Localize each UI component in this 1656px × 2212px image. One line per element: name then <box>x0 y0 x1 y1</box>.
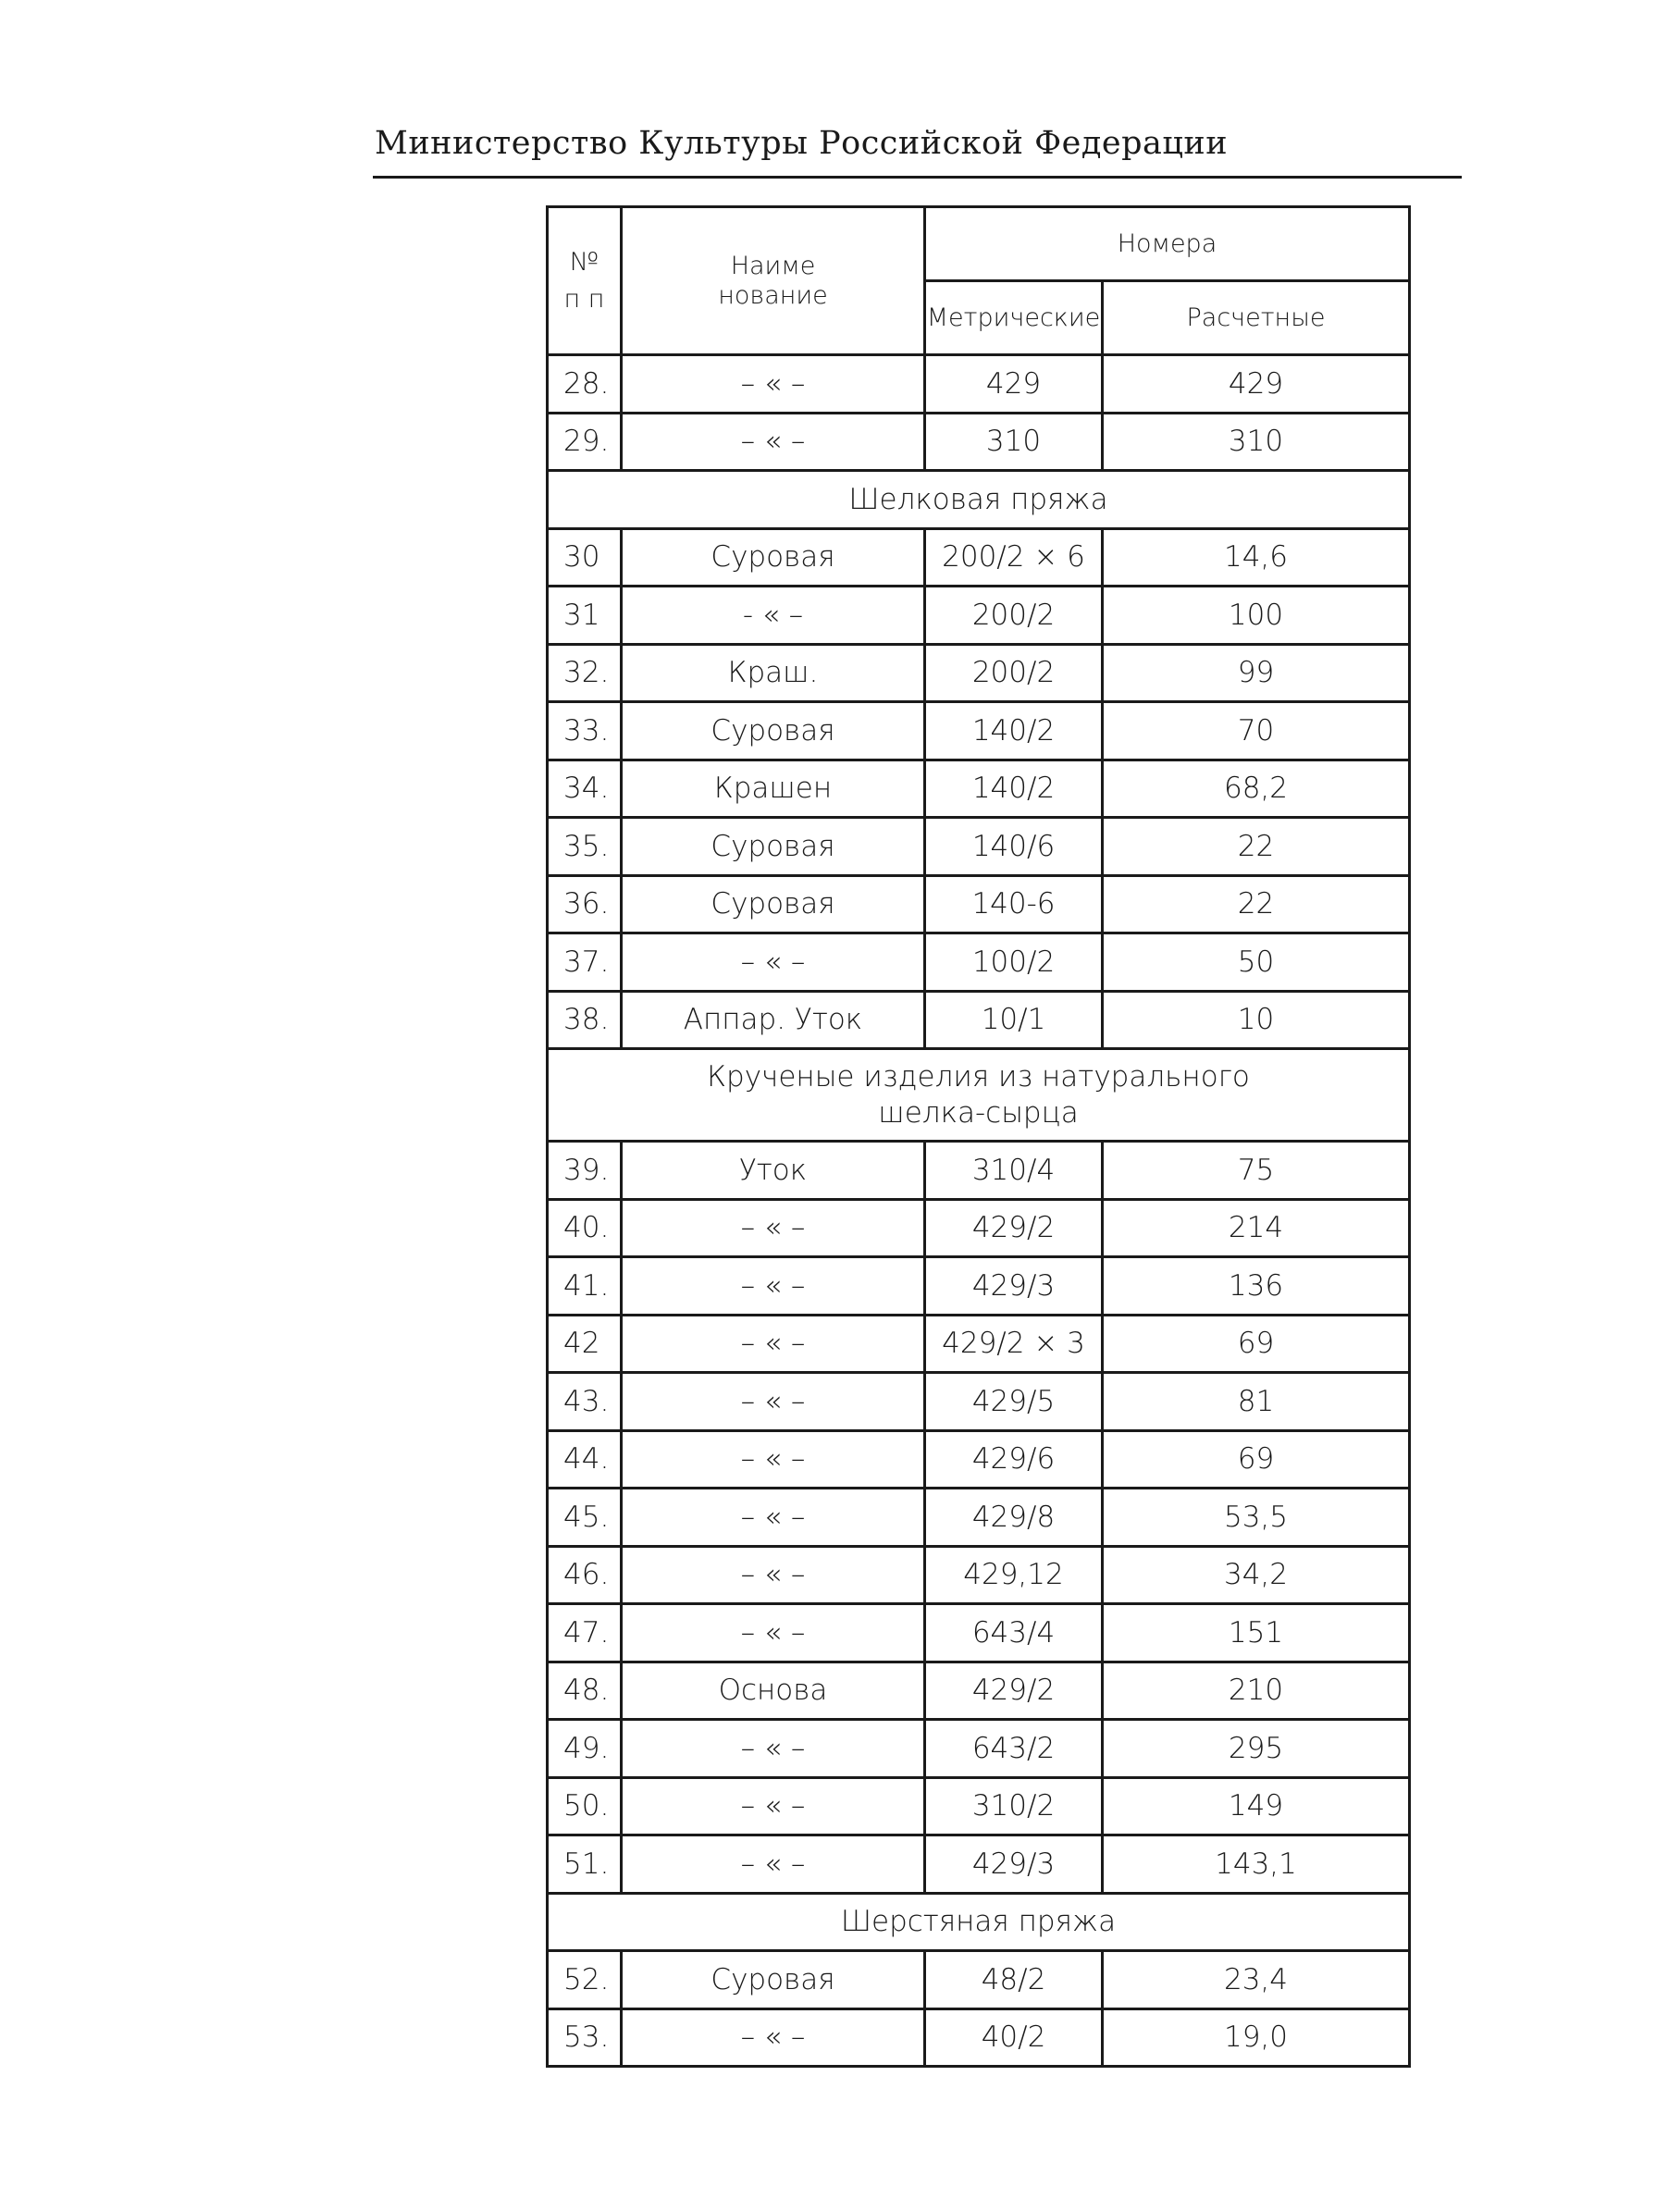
row-calc: 68,2 <box>1103 760 1410 818</box>
table-row <box>548 1199 1410 1257</box>
row-name: – « – <box>622 1257 925 1316</box>
row-number: 32. <box>548 644 622 702</box>
row-metric: 200/2 × 6 <box>925 528 1103 587</box>
row-metric: 140/2 <box>925 702 1103 760</box>
table-row <box>548 1546 1410 1604</box>
row-metric: 48/2 <box>925 1951 1103 2009</box>
row-calc: 69 <box>1103 1430 1410 1489</box>
header-divider <box>373 176 1462 179</box>
row-calc: 53,5 <box>1103 1489 1410 1547</box>
header-number-cell <box>548 207 622 355</box>
section-twisted-silk-line2: шелка-сырца <box>878 1095 1079 1130</box>
table-row <box>548 991 1410 1049</box>
row-calc: 100 <box>1103 587 1410 645</box>
row-number: 53. <box>548 2008 622 2067</box>
row-calc: 69 <box>1103 1315 1410 1373</box>
row-metric: 429/5 <box>925 1373 1103 1431</box>
section-twisted-silk-line1: Крученые изделия из натурального <box>707 1059 1250 1094</box>
header-name-line1: Наиме <box>730 252 816 281</box>
row-name: Суровая <box>622 818 925 876</box>
row-number: 45. <box>548 1489 622 1547</box>
table-row <box>548 1720 1410 1778</box>
row-metric: 429/3 <box>925 1257 1103 1316</box>
header-number-line2: п п <box>563 284 605 314</box>
row-name: – « – <box>622 1430 925 1489</box>
row-number: 28. <box>548 355 622 414</box>
row-number: 43. <box>548 1373 622 1431</box>
row-metric: 140-6 <box>925 875 1103 933</box>
table-row <box>548 1777 1410 1835</box>
table-row <box>548 1142 1410 1200</box>
row-calc: 14,6 <box>1103 528 1410 587</box>
row-name: – « – <box>622 355 925 414</box>
table-row <box>548 933 1410 992</box>
row-calc: 149 <box>1103 1777 1410 1835</box>
row-metric: 643/4 <box>925 1604 1103 1662</box>
row-metric: 200/2 <box>925 644 1103 702</box>
rows-group-c <box>548 1142 1410 1894</box>
table-row <box>548 1315 1410 1373</box>
row-metric: 40/2 <box>925 2008 1103 2067</box>
row-calc: 136 <box>1103 1257 1410 1316</box>
table-row <box>548 644 1410 702</box>
table-row <box>548 875 1410 933</box>
row-name: – « – <box>622 1489 925 1547</box>
row-metric: 429 <box>925 355 1103 414</box>
row-number: 35. <box>548 818 622 876</box>
row-calc: 19,0 <box>1103 2008 1410 2067</box>
row-metric: 429/8 <box>925 1489 1103 1547</box>
row-name: Краш. <box>622 644 925 702</box>
row-name: – « – <box>622 1315 925 1373</box>
table-header-row <box>548 207 1410 281</box>
row-number: 30 <box>548 528 622 587</box>
row-number: 37. <box>548 933 622 992</box>
row-name: – « – <box>622 1777 925 1835</box>
table-row <box>548 528 1410 587</box>
row-name: Суровая <box>622 875 925 933</box>
row-name: Суровая <box>622 702 925 760</box>
header-name-cell <box>622 207 925 355</box>
section-twisted-silk <box>548 1049 1410 1142</box>
table-row <box>548 1430 1410 1489</box>
header-name-line2: нование <box>718 280 828 310</box>
header-number-line1: № <box>569 248 599 278</box>
row-number: 50. <box>548 1777 622 1835</box>
section-row <box>548 1049 1410 1142</box>
row-number: 42 <box>548 1315 622 1373</box>
row-name: Уток <box>622 1142 925 1200</box>
row-calc: 50 <box>1103 933 1410 992</box>
row-name: – « – <box>622 2008 925 2067</box>
row-calc: 214 <box>1103 1199 1410 1257</box>
rows-group-a <box>548 355 1410 471</box>
table-row <box>548 587 1410 645</box>
table-row <box>548 818 1410 876</box>
row-name: – « – <box>622 933 925 992</box>
row-calc: 99 <box>1103 644 1410 702</box>
row-name: – « – <box>622 1604 925 1662</box>
row-metric: 429/2 <box>925 1662 1103 1720</box>
section-row <box>548 471 1410 529</box>
row-calc: 10 <box>1103 991 1410 1049</box>
row-metric: 200/2 <box>925 587 1103 645</box>
row-metric: 310/2 <box>925 1777 1103 1835</box>
section-row <box>548 1893 1410 1951</box>
row-name: - « – <box>622 587 925 645</box>
table-row <box>548 760 1410 818</box>
row-metric: 310/4 <box>925 1142 1103 1200</box>
section-wool-yarn: Шерстяная пряжа <box>548 1893 1410 1951</box>
row-calc: 151 <box>1103 1604 1410 1662</box>
header-group-numbers: Номера <box>925 207 1410 281</box>
row-number: 29. <box>548 413 622 471</box>
row-metric: 429,12 <box>925 1546 1103 1604</box>
row-number: 41. <box>548 1257 622 1316</box>
row-metric: 10/1 <box>925 991 1103 1049</box>
row-number: 44. <box>548 1430 622 1489</box>
row-number: 48. <box>548 1662 622 1720</box>
row-metric: 140/2 <box>925 760 1103 818</box>
row-calc: 429 <box>1103 355 1410 414</box>
row-number: 49. <box>548 1720 622 1778</box>
row-number: 51. <box>548 1835 622 1894</box>
rows-group-b <box>548 528 1410 1049</box>
table-row <box>548 1489 1410 1547</box>
row-name: Суровая <box>622 528 925 587</box>
table-row <box>548 1257 1410 1316</box>
row-calc: 70 <box>1103 702 1410 760</box>
row-name: – « – <box>622 1720 925 1778</box>
row-metric: 429/2 × 3 <box>925 1315 1103 1373</box>
row-name: Основа <box>622 1662 925 1720</box>
row-metric: 429/2 <box>925 1199 1103 1257</box>
table-row <box>548 413 1410 471</box>
row-number: 46. <box>548 1546 622 1604</box>
row-number: 39. <box>548 1142 622 1200</box>
row-number: 38. <box>548 991 622 1049</box>
table-row <box>548 1835 1410 1894</box>
row-number: 34. <box>548 760 622 818</box>
row-name: – « – <box>622 413 925 471</box>
row-number: 33. <box>548 702 622 760</box>
table-row <box>548 1373 1410 1431</box>
row-metric: 429/6 <box>925 1430 1103 1489</box>
row-number: 36. <box>548 875 622 933</box>
row-calc: 295 <box>1103 1720 1410 1778</box>
table-row <box>548 1662 1410 1720</box>
row-number: 52. <box>548 1951 622 2009</box>
header-calc: Расчетные <box>1103 281 1410 355</box>
row-metric: 429/3 <box>925 1835 1103 1894</box>
row-calc: 310 <box>1103 413 1410 471</box>
row-metric: 140/6 <box>925 818 1103 876</box>
row-number: 40. <box>548 1199 622 1257</box>
row-calc: 81 <box>1103 1373 1410 1431</box>
row-calc: 22 <box>1103 818 1410 876</box>
row-name: – « – <box>622 1835 925 1894</box>
row-name: Суровая <box>622 1951 925 2009</box>
row-calc: 75 <box>1103 1142 1410 1200</box>
table-row <box>548 355 1410 414</box>
row-calc: 23,4 <box>1103 1951 1410 2009</box>
row-metric: 643/2 <box>925 1720 1103 1778</box>
table-row <box>548 2008 1410 2067</box>
row-calc: 210 <box>1103 1662 1410 1720</box>
section-silk-yarn: Шелковая пряжа <box>548 471 1410 529</box>
row-calc: 34,2 <box>1103 1546 1410 1604</box>
page-title: Министерство Культуры Российской Федерации <box>375 125 1229 162</box>
row-name: Крашен <box>622 760 925 818</box>
row-metric: 100/2 <box>925 933 1103 992</box>
row-calc: 143,1 <box>1103 1835 1410 1894</box>
row-number: 31 <box>548 587 622 645</box>
row-name: Аппар. Уток <box>622 991 925 1049</box>
yarn-numbers-table <box>546 205 1411 2068</box>
table-row <box>548 702 1410 760</box>
row-name: – « – <box>622 1199 925 1257</box>
table-row <box>548 1951 1410 2009</box>
rows-group-d <box>548 1951 1410 2067</box>
row-name: – « – <box>622 1546 925 1604</box>
table-row <box>548 1604 1410 1662</box>
row-name: – « – <box>622 1373 925 1431</box>
header-metric: Метрические <box>925 281 1103 355</box>
row-calc: 22 <box>1103 875 1410 933</box>
row-metric: 310 <box>925 413 1103 471</box>
row-number: 47. <box>548 1604 622 1662</box>
